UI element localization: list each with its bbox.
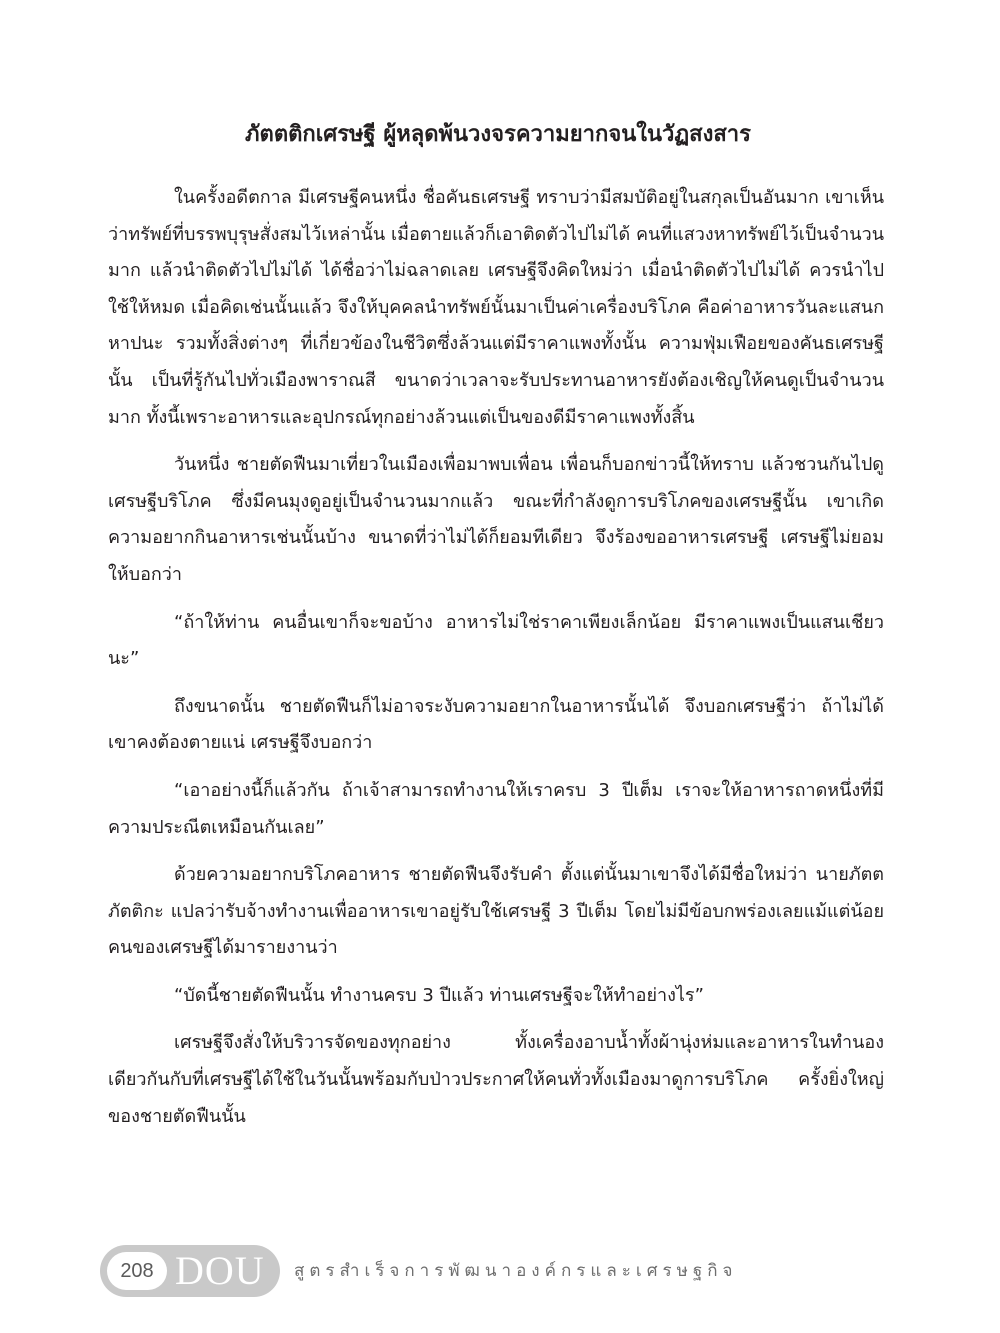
page-title: ภัตตติกเศรษฐี ผู้หลุดพ้นวงจรความยากจนในวัฏสงสาร	[245, 122, 751, 147]
paragraph: ถึงขนาดนั้น ชายตัดฟืนก็ไม่อาจระงับความอยากในอาหารนั้นได้ จึงบอกเศรษฐีว่า ถ้าไม่ได้ เขาคงต้องตายแน่ เศรษฐีจึงบอกว่า	[108, 695, 884, 754]
quote-paragraph: “เอาอย่างนี้ก็แล้วกัน ถ้าเจ้าสามารถทำงานให้เราครบ 3 ปีเต็ม เราจะให้อาหารถาดหนึ่งที่มีความประณีตเหมือนกันเลย”	[108, 779, 884, 838]
dou-logo: DOU	[175, 1248, 265, 1293]
document-body	[108, 180, 884, 1146]
quote-paragraph: “บัดนี้ชายตัดฟืนนั้น ทำงานครบ 3 ปีแล้ว ท่านเศรษฐีจะให้ทำอย่างไร”	[174, 984, 704, 1006]
paragraph: วันหนึ่ง ชายตัดฟืนมาเที่ยวในเมืองเพื่อมาพบเพื่อน เพื่อนก็บอกข่าวนี้ให้ทราบ แล้วชวนกันไปดูเศรษฐีบริโภค ซึ่งมีคนมุงดูอยู่เป็นจำนวนมากแล้ว ขณะที่กำลังดูการบริโภคของเศรษฐีนั้น เขาเกิดความอยากกินอาหารเช่นนั้นบ้าง ขนาดที่ว่าไม่ได้ก็ยอมทีเดียว จึงร้องขออาหารเศรษฐี เศรษฐีไม่ยอมให้บอกว่า	[108, 454, 884, 585]
page-badge	[100, 1245, 280, 1297]
quote-paragraph: “ถ้าให้ท่าน คนอื่นเขาก็จะขอบ้าง อาหารไม่ใช่ราคาเพียงเล็กน้อย มีราคาแพงเป็นแสนเชียวนะ”	[108, 611, 884, 670]
paragraph: ในครั้งอดีตกาล มีเศรษฐีคนหนึ่ง ชื่อคันธเศรษฐี ทราบว่ามีสมบัติอยู่ในสกุลเป็นอันมาก เขาเห็นว่าทรัพย์ที่บรรพบุรุษสั่งสมไว้เหล่านั้น เมื่อตายแล้วก็เอาติดตัวไปไม่ได้ คนที่แสวงหาทรัพย์ไว้เป็นจำนวนมาก แล้วนำติดตัวไปไม่ได้ ได้ชื่อว่าไม่ฉลาดเลย เศรษฐีจึงคิดใหม่ว่า เมื่อนำติดตัวไปไม่ได้ ควรนำไปใช้ให้หมด เมื่อคิดเช่นนั้นแล้ว จึงให้บุคคลนำทรัพย์นั้นมาเป็นค่าเครื่องบริโภค คือค่าอาหารวันละแสนกหาปนะ รวมทั้งสิ่งต่างๆ ที่เกี่ยวข้องในชีวิตซึ่งล้วนแต่มีราคาแพงทั้งนั้น ความฟุ่มเฟือยของคันธเศรษฐีนั้น เป็นที่รู้กันไปทั่วเมืองพาราณสี ขนาดว่าเวลาจะรับประทานอาหารยังต้องเชิญให้คนดูเป็นจำนวนมาก ทั้งนี้เพราะอาหารและอุปกรณ์ทุกอย่างล้วนแต่เป็นของดีมีราคาแพงทั้งสิ้น	[108, 187, 884, 428]
paragraph: เศรษฐีจึงสั่งให้บริวารจัดของทุกอย่าง ทั้งเครื่องอาบน้ำทั้งผ้านุ่งห่มและอาหารในทำนองเดียวกันกับที่เศรษฐีได้ใช้ในวันนั้นพร้อมกับป่าวประกาศให้คนทั่วทั้งเมืองมาดูการบริโภค ครั้งยิ่งใหญ่ของชายตัดฟืนนั้น	[108, 1032, 884, 1127]
paragraph: ด้วยความอยากบริโภคอาหาร ชายตัดฟืนจึงรับคำ ตั้งแต่นั้นมาเขาจึงได้มีชื่อใหม่ว่า นายภัตตภัตติกะ แปลว่ารับจ้างทำงานเพื่ออาหารเขาอยู่รับใช้เศรษฐี 3 ปีเต็ม โดยไม่มีข้อบกพร่องเลยแม้แต่น้อยคนของเศรษฐีได้มารายงานว่า	[108, 864, 884, 959]
book-title: สูตรสำเร็จการพัฒนาองค์กรและเศรษฐกิจ	[294, 1261, 738, 1281]
page-number: 208	[107, 1252, 167, 1290]
page-footer	[100, 1245, 737, 1297]
